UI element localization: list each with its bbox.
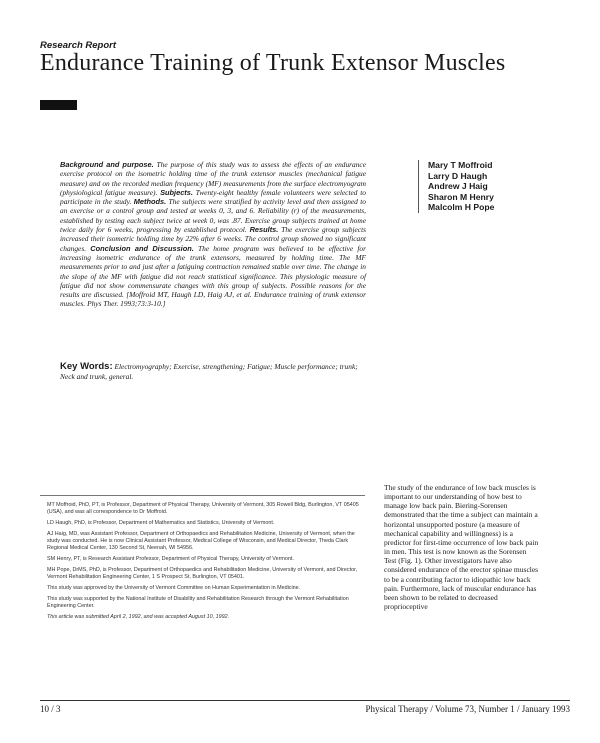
submission-note: This article was submitted April 2, 1992, and was accepted August 10, 1992. (47, 614, 230, 621)
author-affiliations (47, 502, 365, 625)
article-title: Endurance Training of Trunk Extensor Muscles (40, 50, 506, 76)
author-name: Andrew J Haig (428, 181, 488, 191)
author-name: Sharon M Henry (428, 191, 494, 202)
affiliation-note: SM Henry, PT, is Research Assistant Professor, Department of Physical Therapy, University of Vermont. (47, 555, 294, 562)
footer-divider (40, 700, 570, 701)
page-number: 10 / 3 (40, 704, 61, 714)
abstract-methods-text: The subjects were stratified by activity level and then assigned to an exercise or a control group and tested at weeks 0, 3, and 6. Reliability (r) of the measurements, established by testing each subject twice at week 0, was .87. Exercise group subjects trained at home twice daily for 6 weeks, progressing by established protocol. (60, 197, 366, 235)
abstract-results-text: The exercise group subjects increased their isometric holding time by 22% after 6 weeks. The control group showed no significant changes. (60, 225, 366, 253)
affiliation-note: MH Pope, DrMS, PhD, is Professor, Department of Orthopaedics and Rehabilitation Medicine, University of Vermont, and Director, Vermont Rehabilitation Engineering Center, 1 S Prospect St, Burlington, VT 05401. (47, 567, 358, 580)
title-accent-bar (40, 100, 77, 110)
author-name: Larry D Haugh (428, 170, 488, 181)
abstract (60, 160, 366, 309)
key-words (60, 362, 366, 381)
abstract-results-label: Results. (249, 225, 279, 235)
introduction-text: The study of the endurance of low back muscles is important to our understanding of how best to manage low back pain. Biering-Sorensen demonstrated that the time a subject can maintain a horizontal unsupported posture (a measure of mechanical capability and willingness) is a predictor for first-time occurrence of low back pain in men. This test is now known as the Sorensen Test (Fig. 1). Other investigators have also considered endurance of the erector spinae muscles to be a contributing factor to idiopathic low back pain. Furthermore, lack of muscular endurance has been shown to be related to decreased proprioceptive (384, 483, 539, 612)
abstract-background-label: Background and purpose. (60, 160, 154, 169)
section-label: Research Report (40, 40, 117, 51)
abstract-methods-label: Methods. (133, 197, 167, 207)
abstract-background-text: The purpose of this study was to assess the effects of an endurance exercise protocol on the isometric holding time of the trunk extensor muscles (mechanical fatigue measure) and on the recorded median frequency (MF) measurements from the surface electromyogram (physiological fatigue measure). (60, 160, 366, 197)
author-list (418, 160, 578, 213)
key-words-text: Electromyography; Exercise, strengthening; Fatigue; Muscle performance; trunk; Neck and trunk, general. (60, 362, 358, 381)
funding-note: This study was supported by the National Institute of Disability and Rehabilitation Research through the Vermont Rehabilitation Engineering Center. (47, 596, 349, 610)
abstract-subjects-text: Twenty-eight healthy female volunteers were selected to participate in the study. (60, 187, 366, 207)
abstract-conclusion-text: The home program was believed to be effective for increasing isometric endurance of the trunk extensors, measured by holding time. The MF measurements prior to and just after a fatiguing contraction remained stable over time. The change in the slope of the MF with fatigue did not reach statistical significance. This physiologic measure of fatigue did not show commensurate changes with this group of subjects. Possible reasons for the results are discussed. [Moffroid MT, Haugh LD, Haig AJ, et al. Endurance training of trunk extensor muscles. Phys Ther. 1993;73:3-10.] (60, 243, 366, 309)
journal-footer: Physical Therapy / Volume 73, Number 1 / January 1993 (365, 704, 570, 714)
key-words-label: Key Words: (60, 361, 113, 372)
author-name: Mary T Moffroid (428, 160, 493, 170)
abstract-subjects-label: Subjects. (160, 187, 193, 197)
approval-note: This study was approved by the University of Vermont Committee on Human Experimentation in Medicine. (47, 585, 301, 592)
affiliation-note: MT Moffroid, PhD, PT, is Professor, Department of Physical Therapy, University of Vermont, 305 Rowell Bldg, Burlington, VT 05405 (USA), and was all correspondence to Dr Moffroid. (47, 502, 359, 515)
abstract-conclusion-label: Conclusion and Discussion. (90, 243, 194, 253)
author-name: Malcolm H Pope (428, 202, 495, 212)
affiliation-divider (40, 495, 365, 496)
affiliation-note: AJ Haig, MD, was Assistant Professor, Department of Orthopaedics and Rehabilitation Medicine, University of Vermont, when the study was conducted. He is now Clinical Assistant Professor, Medical College of Wisconsin, and Medical Director, Theda Clark Regional Medical Center, 130 Second St, Neenah, WI 54956. (47, 531, 355, 551)
affiliation-note: LD Haugh, PhD, is Professor, Department of Mathematics and Statistics, University of Vermont. (47, 519, 275, 526)
